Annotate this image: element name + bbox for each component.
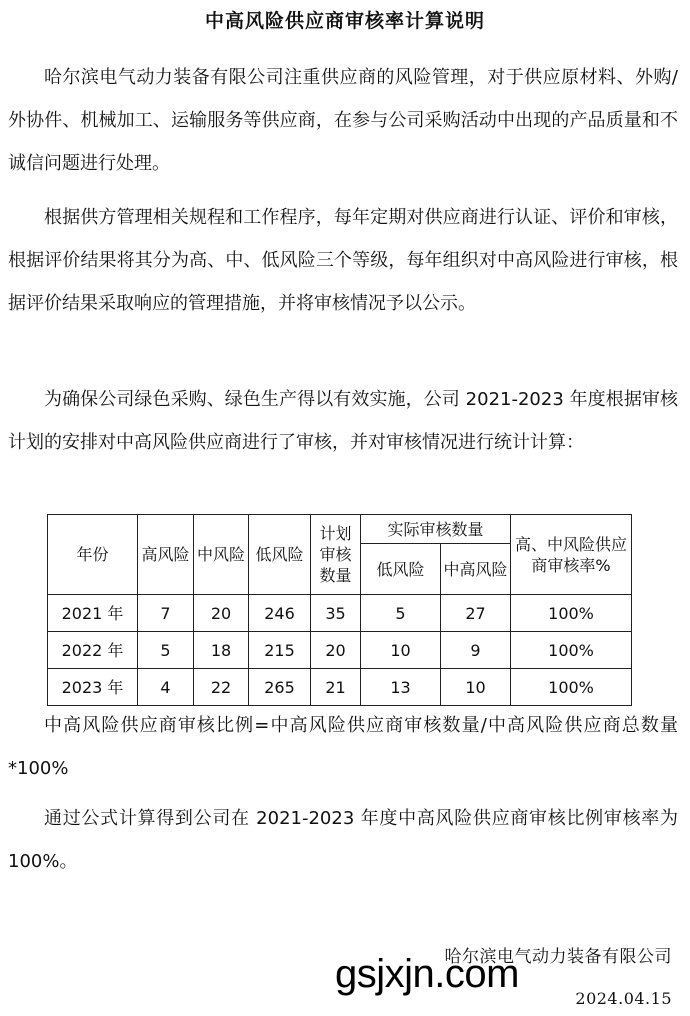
cell-low: 246 [249, 595, 311, 632]
header-medium-risk: 中风险 [194, 515, 249, 595]
cell-high: 7 [138, 595, 194, 632]
cell-high: 4 [138, 669, 194, 706]
header-audit-rate: 高、中风险供应商审核率% [511, 515, 632, 595]
site-watermark: gsjxjn.com [335, 952, 519, 996]
cell-actual-mid-high: 9 [441, 632, 511, 669]
cell-actual-mid-high: 10 [441, 669, 511, 706]
header-low-risk: 低风险 [249, 515, 311, 595]
cell-year: 2023 年 [48, 669, 138, 706]
cell-medium: 22 [194, 669, 249, 706]
table-row [48, 669, 632, 706]
header-planned-audits: 计划审核数量 [311, 515, 361, 595]
document-title: 中高风险供应商审核率计算说明 [204, 10, 485, 32]
cell-rate: 100% [511, 632, 632, 669]
cell-low: 215 [249, 632, 311, 669]
header-year: 年份 [48, 515, 138, 595]
audit-paragraph: 为确保公司绿色采购、绿色生产得以有效实施，公司 2021-2023 年度根据审核计划的安排对中高风险供应商进行了审核，并对审核情况进行统计计算： [8, 389, 678, 453]
cell-rate: 100% [511, 669, 632, 706]
cell-medium: 20 [194, 595, 249, 632]
header-high-risk: 高风险 [138, 515, 194, 595]
cell-year: 2021 年 [48, 595, 138, 632]
cell-medium: 18 [194, 632, 249, 669]
cell-actual-low: 13 [361, 669, 441, 706]
cell-actual-low: 5 [361, 595, 441, 632]
cell-actual-low: 10 [361, 632, 441, 669]
header-actual-audits: 实际审核数量 [361, 515, 511, 544]
cell-planned: 35 [311, 595, 361, 632]
formula-paragraph: 中高风险供应商审核比例=中高风险供应商审核数量/中高风险供应商总数量*100% [8, 715, 678, 779]
table-row [48, 595, 632, 632]
cell-planned: 20 [311, 632, 361, 669]
cell-year: 2022 年 [48, 632, 138, 669]
cell-high: 5 [138, 632, 194, 669]
document-date: 2024.04.15 [575, 989, 672, 1008]
intro-paragraph: 哈尔滨电气动力装备有限公司注重供应商的风险管理，对于供应原材料、外购/外协件、机械加工、运输服务等供应商，在参与公司采购活动中出现的产品质量和不诚信问题进行处理。 [8, 67, 678, 174]
conclusion-paragraph: 通过公式计算得到公司在 2021-2023 年度中高风险供应商审核比例审核率为 100%。 [8, 808, 678, 872]
cell-actual-mid-high: 27 [441, 595, 511, 632]
cell-planned: 21 [311, 669, 361, 706]
cell-low: 265 [249, 669, 311, 706]
header-actual-low-risk: 低风险 [361, 544, 441, 595]
table-row [48, 632, 632, 669]
cell-rate: 100% [511, 595, 632, 632]
procedure-paragraph: 根据供方管理相关规程和工作程序，每年定期对供应商进行认证、评价和审核，根据评价结果将其分为高、中、低风险三个等级，每年组织对中高风险进行审核，根据评价结果采取响应的管理措施，并将审核情况予以公示。 [8, 207, 678, 314]
header-actual-mid-high-risk: 中高风险 [441, 544, 511, 595]
company-signature: 哈尔滨电气动力装备有限公司 [444, 947, 672, 967]
audit-statistics-table [47, 514, 632, 706]
